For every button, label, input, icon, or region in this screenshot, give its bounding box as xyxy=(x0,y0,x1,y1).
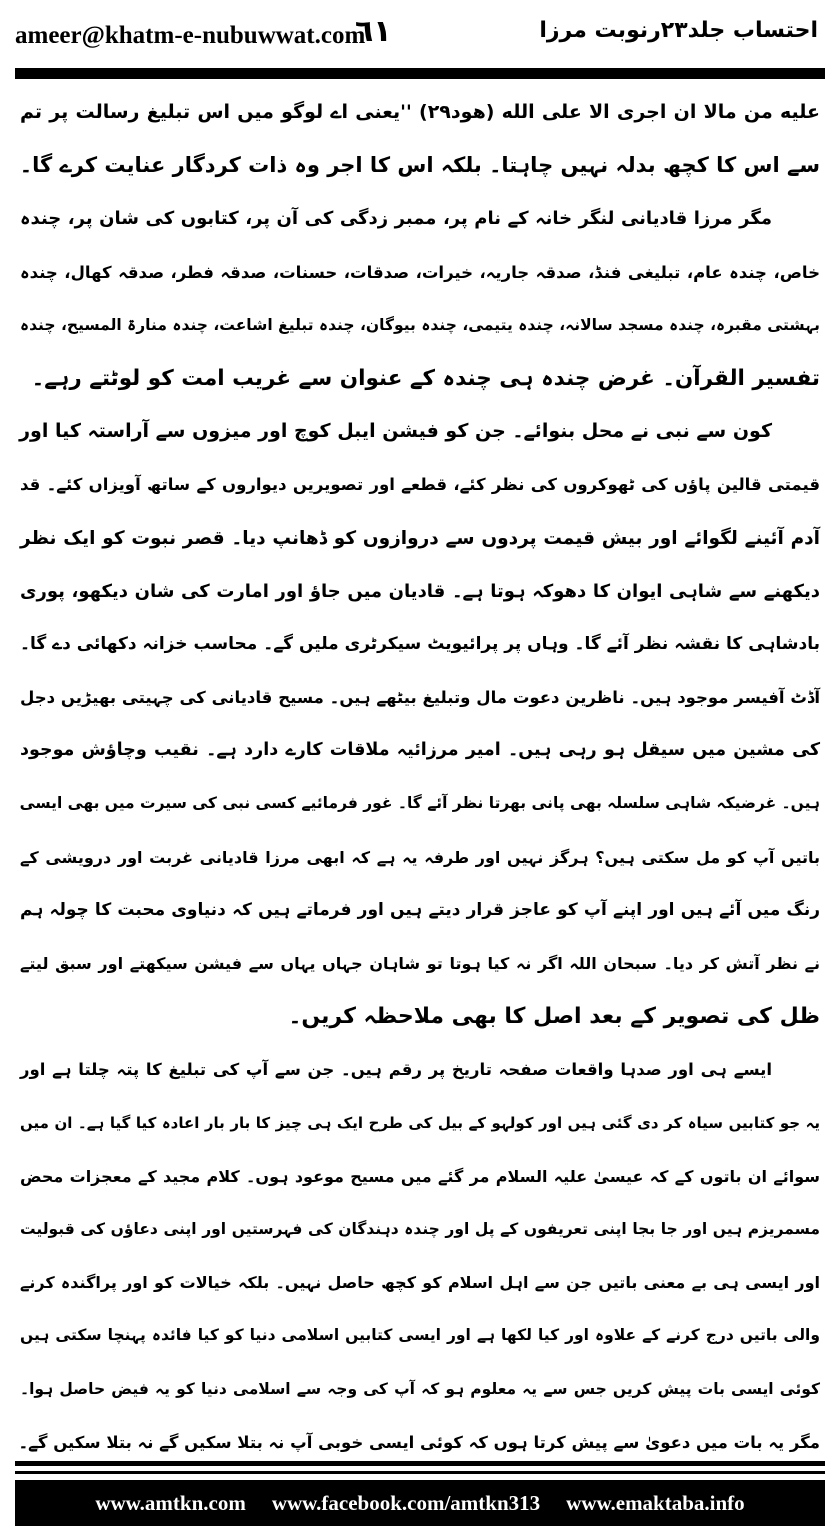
text-line: مسمریزم ہیں اور جا بجا اپنی تعریفوں کے پل اور چندہ دہندگان کی فہرستیں اور اپنی دعاؤں کی قبولیت xyxy=(20,1219,820,1238)
book-title: احتساب جلد۲۳رنوبت مرزا xyxy=(539,18,818,43)
text-line: علیه من مالا ان اجری الا علی الله (هود۲۹) ''یعنی اے لوگو میں اس تبلیغ رسالت پر تم xyxy=(20,101,820,123)
header-email: ameer@khatm-e-nubuwwat.com xyxy=(15,22,366,49)
text-line: مگر یہ بات میں دعویٰ سے پیش کرتا ہوں کہ کوئی ایسی خوبی آپ نہ بتلا سکیں گے نہ بتلا سکیں گے۔ xyxy=(18,1432,820,1452)
text-line: دیکھنے سے شاہی ایوان کا دھوکہ ہوتا ہے۔ قادیان میں جاؤ اور امارت کی شان دیکھو، پوری xyxy=(20,580,820,602)
text-line: کون سے نبی نے محل بنوائے۔ جن کو فیشن ایبل کوچ اور میزوں سے آراستہ کیا اور xyxy=(19,420,772,443)
body-text xyxy=(20,86,820,1469)
text-line: مگر مرزا قادیانی لنگر خانہ کے نام پر، ممبر زدگی کی آن پر، کتابوں کی شان پر، چندہ xyxy=(20,208,772,230)
text-line: بہشتی مقبرہ، چندہ مسجد سالانہ، چندہ یتیمی، چندہ بیوگان، چندہ تبلیغ اشاعت، چندہ منارۃ المسیح، چندہ xyxy=(20,315,820,334)
text-line: نے نظر آتش کر دیا۔ سبحان اللہ اگر نہ کیا ہوتا تو شاہان جہاں یہاں سے فیشن سیکھتے اور سبق لیتے xyxy=(20,954,820,973)
text-line: اور ایسی ہی بے معنی باتیں جن سے اہل اسلام کو کچھ حاصل نہیں۔ بلکہ خیالات کو اور پراگندہ کرنے xyxy=(20,1273,820,1293)
text-line: خاص، چندہ عام، تبلیغی فنڈ، صدقہ جاریہ، خیرات، صدقات، حسنات، صدقہ فطر، صدقہ کھال، چندہ xyxy=(20,262,820,282)
page-number: ٦١ xyxy=(355,14,392,49)
text-line: باتیں آپ کو مل سکتی ہیں؟ ہرگز نہیں اور طرفہ یہ ہے کہ ابھی مرزا قادیانی غربت اور درویشی کے xyxy=(20,847,820,867)
text-line: ایسے ہی اور صدہا واقعات صفحہ تاریخ پر رقم ہیں۔ جن سے آپ کی تبلیغ کا پتہ چلتا ہے اور xyxy=(20,1060,772,1080)
footer-link-amtkn[interactable]: www.amtkn.com xyxy=(95,1490,246,1515)
text-line: ظل کی تصویر کے بعد اصل کا بھی ملاحظہ کریں۔ xyxy=(288,1004,820,1030)
footer-link-emaktaba[interactable]: www.emaktaba.info xyxy=(566,1490,745,1515)
text-line: کی مشین میں سیقل ہو رہی ہیں۔ امیر مرزائیہ ملاقات کارے دارد ہے۔ نقیب وچاؤش موجود xyxy=(20,740,820,761)
text-line: رنگ میں آئے ہیں اور اپنے آپ کو عاجز قرار دیتے ہیں اور فرماتے ہیں کہ دنیاوی محبت کا چولہ ہم xyxy=(20,899,820,920)
text-line: سے اس کا کچھ بدلہ نہیں چاہتا۔ بلکہ اس کا اجر وہ ذات کردگار عنایت کرے گا۔ xyxy=(19,153,820,178)
header-rule xyxy=(15,68,825,79)
text-line: والی باتیں درج کرنے کے علاوہ اور کیا لکھا ہے اور ایسی کتابیں اسلامی دنیا کو کیا فائدہ پہنچا سکتی ہیں xyxy=(20,1326,820,1345)
text-line: سوائے ان باتوں کے کہ عیسیٰ علیہ السلام مر گئے میں مسیح موعود ہوں۔ کلام مجید کے معجزات محض xyxy=(20,1166,820,1186)
text-line: تفسیر القرآن۔ غرض چندہ ہی چندہ کے عنوان سے غریب امت کو لوٹتے رہے۔ xyxy=(31,365,820,391)
text-line: کوئی ایسی بات پیش کریں جس سے یہ معلوم ہو کہ آپ کی وجہ سے اسلامی دنیا کو یہ فیض حاصل ہوا۔ xyxy=(20,1379,820,1398)
footer-bar xyxy=(15,1480,825,1526)
text-line: آڈٹ آفیسر موجود ہیں۔ ناظرین دعوت مال وتبلیغ بیٹھے ہیں۔ مسیح قادیانی کی چہیتی بھیڑیں دجل xyxy=(20,688,820,708)
text-line: ہیں۔ غرضیکہ شاہی سلسلہ بھی پانی بھرتا نظر آئے گا۔ غور فرمائیے کسی نبی کی سیرت میں بھی ایسی xyxy=(19,794,820,813)
footer-rule-thin xyxy=(15,1471,825,1474)
text-line: بادشاہی کا نقشہ نظر آئے گا۔ وہاں پر پرائیویٹ سیکرٹری ملیں گے۔ محاسب خزانہ دکھائی دے گا۔ xyxy=(20,633,820,654)
text-line: قیمتی قالین پاؤں کی ٹھوکروں کی نظر کئے، قطعے اور تصویریں دیواروں کے ساتھ آویزاں کئے۔ قد xyxy=(20,475,820,495)
text-line: یہ جو کتابیں سیاہ کر دی گئی ہیں اور کولہو کے بیل کی طرح ایک ہی چیز کا بار بار اعادہ کیا گیا ہے۔ ان میں xyxy=(20,1113,820,1132)
text-line: آدم آئینے لگوائے اور بیش قیمت پردوں سے دروازوں کو ڈھانپ دیا۔ قصر نبوت کو ایک نظر xyxy=(20,527,820,549)
footer-link-facebook[interactable]: www.facebook.com/amtkn313 xyxy=(271,1490,541,1515)
footer-rule-thick xyxy=(15,1461,825,1466)
